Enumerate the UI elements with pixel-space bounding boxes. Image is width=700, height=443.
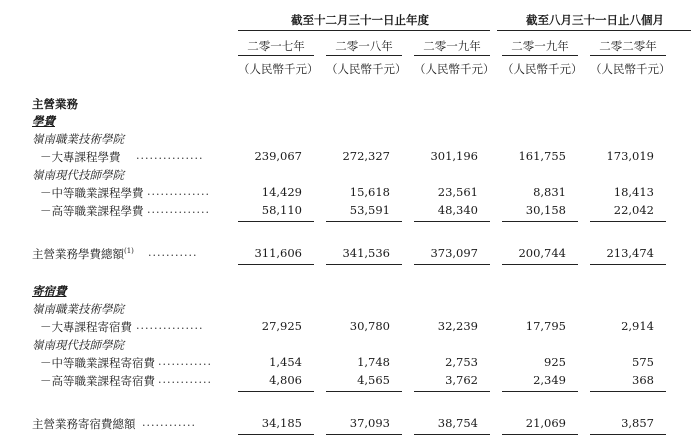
total-rule <box>502 434 578 435</box>
row-label-total-boarding: 主營業務寄宿費總額 <box>32 417 136 431</box>
cell-value: 37,093 <box>349 416 390 430</box>
row-label-higher-boarding: －高等職業課程寄宿費 <box>40 374 155 388</box>
row-label-secondary-boarding: －中等職業課程寄宿費 <box>40 356 155 370</box>
year-header-2018: 二零一八年 <box>335 39 393 53</box>
cell-value: 3,857 <box>621 416 654 430</box>
unit-label-5: （人民幣千元） <box>590 62 671 76</box>
total-rule <box>326 264 402 265</box>
cell-value: 23,561 <box>437 185 478 199</box>
total-rule <box>238 264 314 265</box>
header-group2-rule <box>497 30 691 31</box>
cell-value: 38,754 <box>437 416 478 430</box>
cell-value: 8,831 <box>533 185 566 199</box>
subtotal-rule <box>590 391 666 392</box>
year-header-2019: 二零一九年 <box>423 39 481 53</box>
subtotal-rule <box>238 391 314 392</box>
cell-value: 53,591 <box>349 203 390 217</box>
row-label-higher-tuition: －高等職業課程學費 <box>40 204 144 218</box>
cell-value: 368 <box>632 373 654 387</box>
year-rule-3 <box>414 55 490 56</box>
cell-value: 341,536 <box>342 246 390 260</box>
cell-value: 34,185 <box>261 416 302 430</box>
cell-value: 575 <box>632 355 654 369</box>
row-label-total-tuition: 主營業務學費總額$^{(1)}$ <box>32 247 134 261</box>
year-header-2019-8m: 二零一九年 <box>511 39 569 53</box>
total-rule <box>590 434 666 435</box>
total-rule <box>326 434 402 435</box>
cell-value: 27,925 <box>261 319 302 333</box>
leader-dots: ............... <box>136 149 204 162</box>
cell-value: 311,606 <box>254 246 302 260</box>
leader-dots: ............... <box>136 319 204 332</box>
cell-value: 213,474 <box>606 246 654 260</box>
subtotal-rule <box>326 391 402 392</box>
subtotal-rule <box>238 221 314 222</box>
leader-dots: .............. <box>147 203 210 216</box>
cell-value: 2,914 <box>621 319 654 333</box>
cell-value: 301,196 <box>430 149 478 163</box>
cell-value: 21,069 <box>525 416 566 430</box>
header-group-year-end: 截至十二月三十一日止年度 <box>291 13 429 27</box>
cell-value: 925 <box>544 355 566 369</box>
cell-value: 161,755 <box>518 149 566 163</box>
cell-value: 4,806 <box>269 373 302 387</box>
section-subtitle-boarding: 寄宿費 <box>32 284 67 298</box>
subtotal-rule <box>590 221 666 222</box>
school-name-lingnan-technician: 嶺南現代技師學院 <box>32 168 124 182</box>
cell-value: 22,042 <box>613 203 654 217</box>
year-header-2020-8m: 二零二零年 <box>599 39 657 53</box>
subtotal-rule <box>502 391 578 392</box>
cell-value: 1,748 <box>357 355 390 369</box>
year-rule-5 <box>590 55 666 56</box>
cell-value: 30,158 <box>525 203 566 217</box>
school-name-lingnan-institute: 嶺南職業技術學院 <box>32 132 124 146</box>
cell-value: 32,239 <box>437 319 478 333</box>
section-title-main-business: 主營業務 <box>32 97 78 111</box>
cell-value: 14,429 <box>261 185 302 199</box>
cell-value: 48,340 <box>437 203 478 217</box>
unit-label-4: （人民幣千元） <box>502 62 583 76</box>
cell-value: 18,413 <box>613 185 654 199</box>
cell-value: 3,762 <box>445 373 478 387</box>
total-rule <box>502 264 578 265</box>
leader-dots: ............ <box>142 416 196 429</box>
total-rule <box>238 434 314 435</box>
cell-value: 272,327 <box>342 149 390 163</box>
cell-value: 58,110 <box>261 203 302 217</box>
unit-label-3: （人民幣千元） <box>414 62 495 76</box>
section-subtitle-tuition: 學費 <box>32 114 55 128</box>
cell-value: 239,067 <box>254 149 302 163</box>
cell-value: 15,618 <box>349 185 390 199</box>
total-rule <box>590 264 666 265</box>
row-label-secondary-tuition: －中等職業課程學費 <box>40 186 144 200</box>
subtotal-rule <box>326 221 402 222</box>
cell-value: 17,795 <box>525 319 566 333</box>
school-name-lingnan-technician: 嶺南現代技師學院 <box>32 338 124 352</box>
footnote-marker: (1) <box>124 247 134 256</box>
leader-dots: ............ <box>158 373 212 386</box>
cell-value: 173,019 <box>606 149 654 163</box>
year-rule-2 <box>326 55 402 56</box>
cell-value: 2,349 <box>533 373 566 387</box>
cell-value: 4,565 <box>357 373 390 387</box>
subtotal-rule <box>414 391 490 392</box>
total-rule <box>414 434 490 435</box>
total-rule <box>414 264 490 265</box>
cell-value: 2,753 <box>445 355 478 369</box>
year-rule-1 <box>238 55 314 56</box>
header-group1-rule <box>238 30 490 31</box>
year-rule-4 <box>502 55 578 56</box>
subtotal-rule <box>502 221 578 222</box>
cell-value: 1,454 <box>269 355 302 369</box>
cell-value: 30,780 <box>349 319 390 333</box>
row-label-college-boarding: －大專課程寄宿費 <box>40 320 132 334</box>
year-header-2017: 二零一七年 <box>247 39 305 53</box>
school-name-lingnan-institute: 嶺南職業技術學院 <box>32 302 124 316</box>
row-label-college-tuition: －大專課程學費 <box>40 150 121 164</box>
leader-dots: ............ <box>158 355 212 368</box>
unit-label-1: （人民幣千元） <box>238 62 319 76</box>
cell-value: 373,097 <box>430 246 478 260</box>
cell-value: 200,744 <box>518 246 566 260</box>
unit-label-2: （人民幣千元） <box>326 62 407 76</box>
leader-dots: .............. <box>147 185 210 198</box>
header-group-eight-months: 截至八月三十一日止八個月 <box>526 13 664 27</box>
leader-dots: ........... <box>148 246 198 259</box>
subtotal-rule <box>414 221 490 222</box>
